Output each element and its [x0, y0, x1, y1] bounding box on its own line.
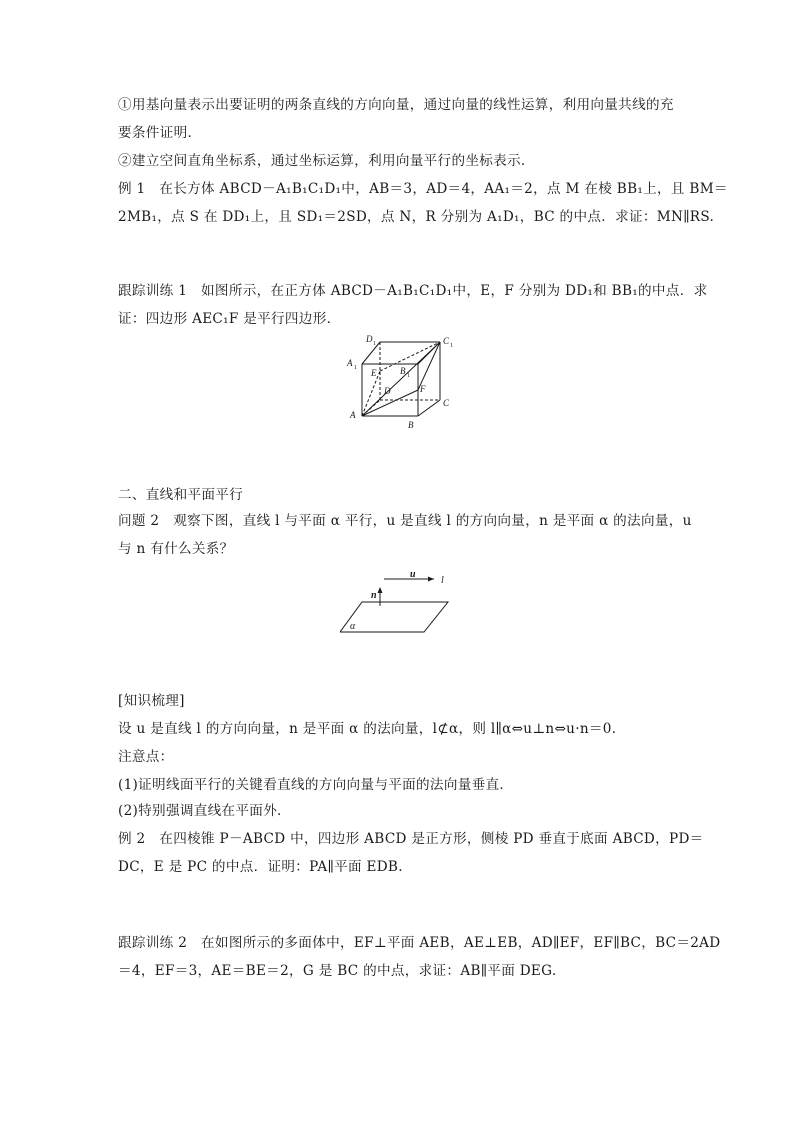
example1-line-1: 例 1 在长方体 ABCD－A₁B₁C₁D₁中，AB＝3，AD＝4，AA₁＝2，点 M 在棱 BB₁上，且 BM＝ — [118, 181, 728, 197]
knowledge-note: 注意点： — [118, 749, 174, 765]
label-D1: D — [366, 334, 373, 344]
label-D1-sub: 1 — [373, 341, 376, 347]
knowledge-line-1: 设 u 是直线 l 的方向向量，n 是平面 α 的法向量，l⊄α，则 l∥α⇔u⊥n⇔u·n＝0. — [118, 721, 617, 737]
label-n: n — [371, 590, 377, 601]
example1-line-2: 2MB₁，点 S 在 DD₁上，且 SD₁＝2SD，点 N，R 分别为 A₁D₁，BC 的中点．求证：MN∥RS. — [118, 209, 715, 225]
label-D: D — [384, 386, 391, 396]
label-B: B — [408, 420, 414, 430]
label-C: C — [443, 398, 450, 408]
label-B1: B — [400, 366, 406, 376]
knowledge-point-2: (2)特别强调直线在平面外． — [118, 803, 291, 819]
practice1-line-1: 跟踪训练 1 如图所示，在正方体 ABCD－A₁B₁C₁D₁中，E，F 分别为 DD₁和 BB₁的中点．求 — [118, 283, 708, 299]
knowledge-heading: [知识梳理] — [118, 693, 185, 709]
method-line-3: ②建立空间直角坐标系，通过坐标运算，利用向量平行的坐标表示． — [118, 153, 535, 169]
method-line-1: ①用基向量表示出要证明的两条直线的方向向量，通过向量的线性运算，利用向量共线的充 — [118, 97, 674, 113]
example2-line-2: DC，E 是 PC 的中点．证明：PA∥平面 EDB. — [118, 859, 403, 875]
question2-line-2: 与 n 有什么关系？ — [118, 541, 234, 557]
plane-figure — [340, 566, 460, 636]
cube-figure — [340, 334, 460, 434]
practice1-line-2: 证：四边形 AEC₁F 是平行四边形． — [118, 311, 341, 327]
label-A: A — [350, 410, 356, 420]
label-u: u — [410, 569, 416, 580]
label-F: F — [420, 384, 426, 394]
label-A1-sub: 1 — [354, 365, 357, 371]
label-A1: A — [347, 358, 353, 368]
label-C1: C — [443, 336, 450, 346]
label-alpha: α — [350, 621, 356, 632]
example2-line-1: 例 2 在四棱锥 P－ABCD 中，四边形 ABCD 是正方形，侧棱 PD 垂直于底面 ABCD，PD＝ — [118, 831, 704, 847]
label-C1-sub: 1 — [450, 343, 453, 349]
practice2-line-1: 跟踪训练 2 在如图所示的多面体中，EF⊥平面 AEB，AE⊥EB，AD∥EF，EF∥BC，BC＝2AD — [118, 935, 721, 951]
method-line-2: 要条件证明． — [118, 125, 202, 141]
section2-heading: 二、直线和平面平行 — [118, 487, 244, 503]
knowledge-point-1: (1)证明线面平行的关键看直线的方向向量与平面的法向量垂直． — [118, 777, 514, 793]
practice2-line-2: ＝4，EF＝3，AE＝BE＝2，G 是 BC 的中点，求证：AB∥平面 DEG. — [118, 963, 557, 979]
label-E: E — [371, 368, 377, 378]
label-l: l — [441, 575, 444, 586]
label-B1-sub: 1 — [407, 373, 410, 379]
question2-line-1: 问题 2 观察下图，直线 l 与平面 α 平行，u 是直线 l 的方向向量，n 是平面 α 的法向量，u — [118, 513, 692, 529]
